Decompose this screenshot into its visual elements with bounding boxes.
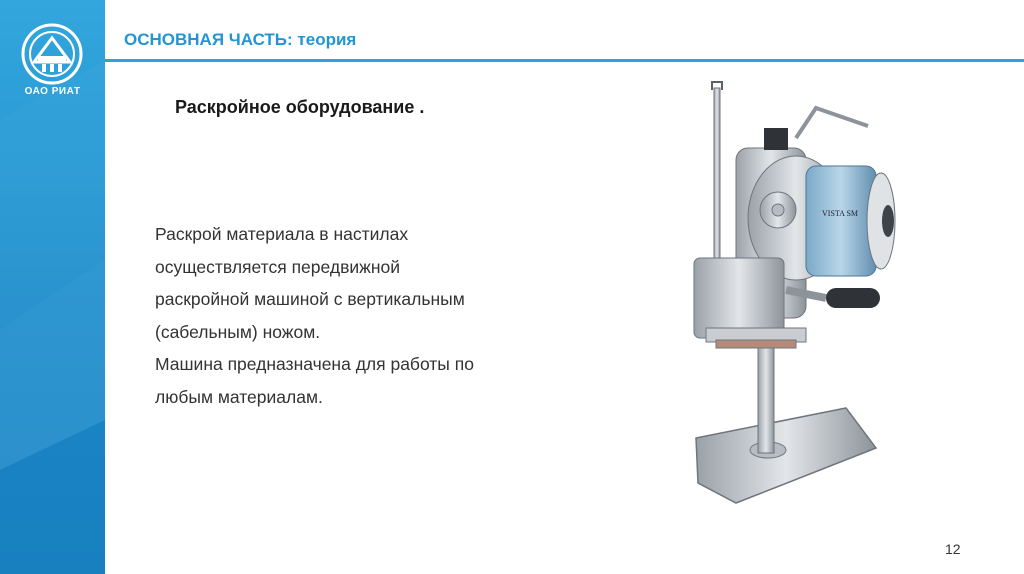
logo-caption: ОАО РИАТ	[24, 86, 81, 97]
cutting-machine-illustration	[676, 78, 912, 514]
paragraph-line: осуществляется передвижной	[155, 256, 401, 277]
sidebar-brand-panel	[0, 0, 105, 574]
header-divider	[105, 59, 1024, 62]
riat-logo	[20, 22, 84, 86]
paragraph-line: Машина предназначена для работы по	[155, 354, 474, 374]
machine-label: VISTA SM	[822, 209, 859, 218]
paragraph-line: любым материалам.	[155, 386, 323, 407]
slide-paragraph	[155, 218, 575, 413]
slide-subtitle: Раскройное оборудование .	[175, 97, 425, 117]
paragraph-line: раскройной машиной с вертикальным	[155, 289, 465, 309]
page-number: 12	[945, 541, 961, 557]
paragraph-line: (сабельным) ножом.	[155, 321, 321, 342]
paragraph-line: Раскрой материала в настилах	[155, 224, 409, 244]
section-title: ОСНОВНАЯ ЧАСТЬ: теория	[124, 30, 357, 49]
